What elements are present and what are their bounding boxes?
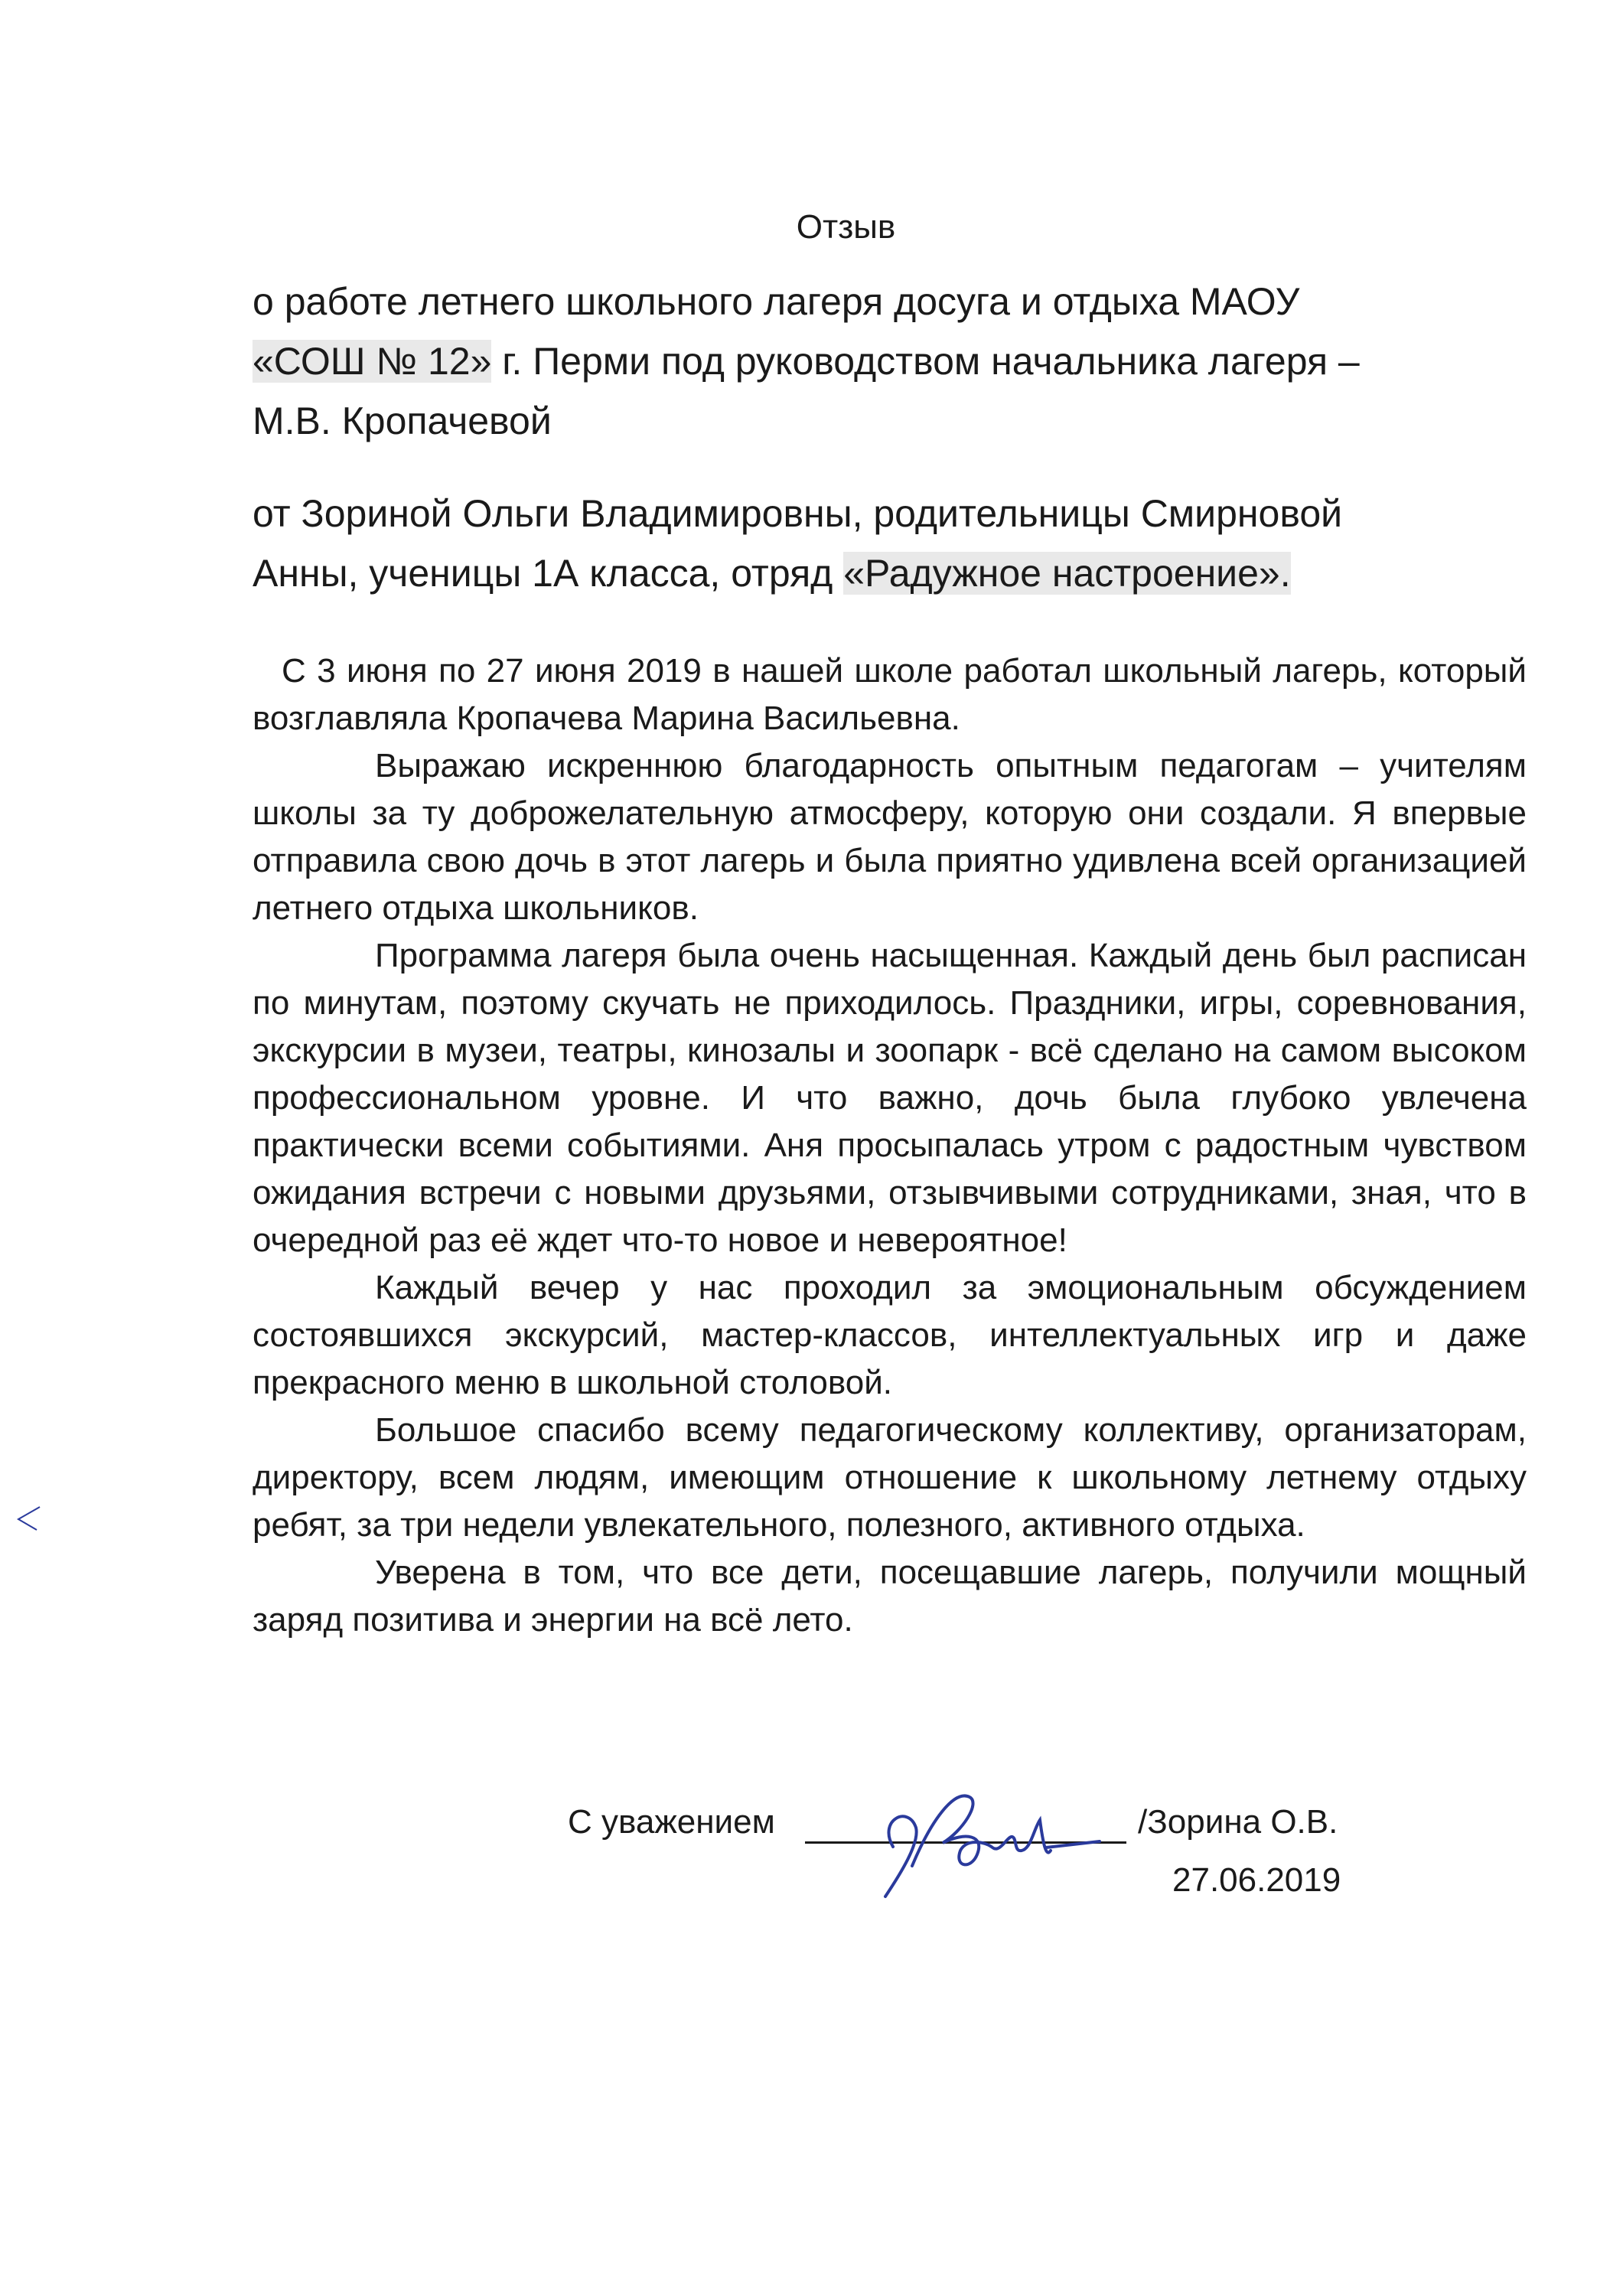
school-name-highlight: «СОШ № 12»: [253, 340, 492, 383]
paragraph-4: Каждый вечер у нас проходил за эмоциональным обсуждением состоявшихся экскурсий, мастер-классов, интеллектуальных игр и даже прекрасного меню в школьной столовой.: [253, 1269, 1527, 1401]
squad-name: «Радужное настроение»: [843, 552, 1280, 595]
signatory-name: /Зорина О.В.: [1138, 1803, 1338, 1841]
review-body: [253, 647, 1527, 1644]
subject-line-2: г. Перми под руководством начальника лагеря –: [491, 340, 1360, 383]
squad-name-period: .: [1279, 552, 1291, 595]
document-title: Отзыв: [796, 208, 896, 246]
paragraph-1: С 3 июня по 27 июня 2019 в нашей школе работал школьный лагерь, который возглавляла Кропачева Марина Васильевна.: [253, 652, 1527, 737]
author-line-1: от Зориной Ольги Владимировны, родительницы Смирновой: [253, 492, 1343, 535]
subject-line-1: о работе летнего школьного лагеря досуга и отдыха МАОУ: [253, 280, 1300, 323]
paragraph-5: Большое спасибо всему педагогическому коллективу, организаторам, директору, всем людям, имеющим отношение к школьному летнему отдыху ребят, за три недели увлекательного, полезного, активного отдыха.: [253, 1411, 1527, 1544]
author-line-2: Анны, ученицы 1А класса, отряд: [253, 552, 844, 595]
review-author: [253, 484, 1538, 603]
signature-label: С уважением: [568, 1803, 775, 1841]
paragraph-2: Выражаю искреннюю благодарность опытным педагогам – учителям школы за ту доброжелательную атмосферу, которую они создали. Я впервые отправила свою дочь в этот лагерь и была приятно удивлена всей организацией летнего отдыха школьников.: [253, 747, 1527, 927]
signature-block: [568, 1797, 1410, 1919]
handwritten-signature: [870, 1774, 1115, 1904]
paragraph-6: Уверена в том, что все дети, посещавшие лагерь, получили мощный заряд позитива и энергии на всё лето.: [253, 1554, 1527, 1639]
subject-line-3: М.В. Кропачевой: [253, 400, 552, 442]
signature-date: 27.06.2019: [1172, 1861, 1341, 1899]
squad-name-highlight: [843, 552, 1290, 595]
paragraph-3: Программа лагеря была очень насыщенная. Каждый день был расписан по минутам, поэтому скучать не приходилось. Праздники, игры, соревнования, экскурсии в музеи, театры, кинозалы и зоопарк - всё сделано на самом высоком профессиональном уровне. И что важно, дочь была глубоко увлечена практически всеми событиями. Аня просыпалась утром с радостным чувством ожидания встречи с новыми друзьями, отзывчивыми сотрудниками, зная, что в очередной раз её ждет что-то новое и невероятное!: [253, 937, 1527, 1259]
scan-margin-mark: [14, 1504, 44, 1534]
review-subject: [253, 272, 1538, 451]
